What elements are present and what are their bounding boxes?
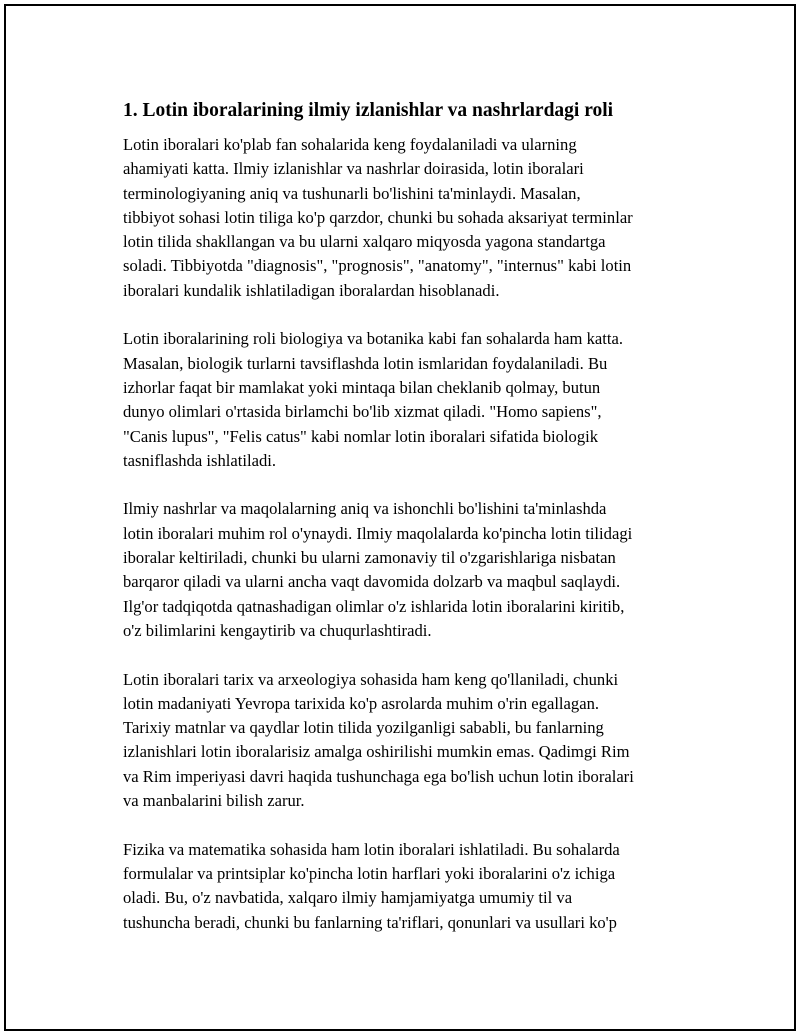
text-line: Lotin iboralarining roli biologiya va botanika kabi fan sohalarda ham katta. <box>123 329 623 349</box>
text-line: lotin madaniyati Yevropa tarixida ko'p asrolarda muhim o'rin egallagan. <box>123 693 600 713</box>
text-line: tushuncha beradi, chunki bu fanlarning ta'riflari, qonunlari va usullari ko'p <box>123 912 617 932</box>
text-line: va manbalarini bilish zarur. <box>123 791 305 811</box>
text-line: izhorlar faqat bir mamlakat yoki mintaqa bilan cheklanib qolmay, butun <box>123 377 601 397</box>
text-line: o'z bilimlarini kengaytirib va chuqurlashtiradi. <box>123 620 432 640</box>
text-line: Lotin iboralari ko'plab fan sohalarida keng foydalaniladi va ularning <box>123 135 577 154</box>
text-line: barqaror qiladi va ularni ancha vaqt davomida dolzarb va maqbul saqlaydi. <box>123 572 621 592</box>
text-line: Tarixiy matnlar va qaydlar lotin tilida yozilganligi sababli, bu fanlarning <box>123 718 604 738</box>
text-line: iboralari kundalik ishlatiladigan iboralardan hisoblanadi. <box>123 280 500 300</box>
text-line: dunyo olimlari o'rtasida birlamchi bo'lib xizmat qiladi. "Homo sapiens", <box>123 402 602 422</box>
text-line: formulalar va printsiplar ko'pincha lotin harflari yoki iboralarini o'z ichiga <box>123 863 616 883</box>
paragraph-2 <box>123 327 703 473</box>
paragraph-3 <box>123 497 703 643</box>
text-line: tibbiyot sohasi lotin tiliga ko'p qarzdor, chunki bu sohada aksariyat terminlar <box>123 207 633 227</box>
text-line: va Rim imperiyasi davri haqida tushunchaga ega bo'lish uchun lotin iboralari <box>123 766 634 786</box>
text-line: ahamiyati katta. Ilmiy izlanishlar va nashrlar doirasida, lotin iboralari <box>123 159 584 179</box>
text-line: Lotin iboralari tarix va arxeologiya sohasida ham keng qo'llaniladi, chunki <box>123 669 619 689</box>
text-line: iboralar keltiriladi, chunki bu ularni zamonaviy til o'zgarishlariga nisbatan <box>123 548 616 568</box>
text-line: Ilmiy nashrlar va maqolalarning aniq va ishonchli bo'lishini ta'minlashda <box>123 499 607 519</box>
text-line: terminologiyaning aniq va tushunarli bo'lishini ta'minlaydi. Masalan, <box>123 183 581 203</box>
text-line: "Canis lupus", "Felis catus" kabi nomlar lotin iboralari sifatida biologik <box>123 426 599 446</box>
text-line: izlanishlari lotin iboralarisiz amalga oshirilishi mumkin emas. Qadimgi Rim <box>123 742 630 762</box>
paragraph-1 <box>123 133 703 303</box>
text-line: soladi. Tibbiyotda "diagnosis", "prognosis", "anatomy", "internus" kabi lotin <box>123 256 632 276</box>
text-line: lotin iboralari muhim rol o'ynaydi. Ilmiy maqolalarda ko'pincha lotin tilidagi <box>123 523 633 543</box>
text-line: lotin tilida shakllangan va bu ularni xalqaro miqyosda yagona standartga <box>123 232 606 252</box>
document-body <box>123 98 703 959</box>
page-frame <box>4 4 796 1031</box>
text-line: Fizika va matematika sohasida ham lotin iboralari ishlatiladi. Bu sohalarda <box>123 839 620 859</box>
paragraph-4 <box>123 668 703 814</box>
paragraph-5 <box>123 838 703 935</box>
section-heading: 1. Lotin iboralarining ilmiy izlanishlar va nashrlardagi roli <box>123 100 614 121</box>
text-line: tasniflashda ishlatiladi. <box>123 450 276 470</box>
text-line: oladi. Bu, o'z navbatida, xalqaro ilmiy hamjamiyatga umumiy til va <box>123 888 573 908</box>
text-line: Masalan, biologik turlarni tavsiflashda lotin ismlaridan foydalaniladi. Bu <box>123 353 608 373</box>
text-line: Ilg'or tadqiqotda qatnashadigan olimlar o'z ishlarida lotin iboralarini kiritib, <box>123 596 625 616</box>
